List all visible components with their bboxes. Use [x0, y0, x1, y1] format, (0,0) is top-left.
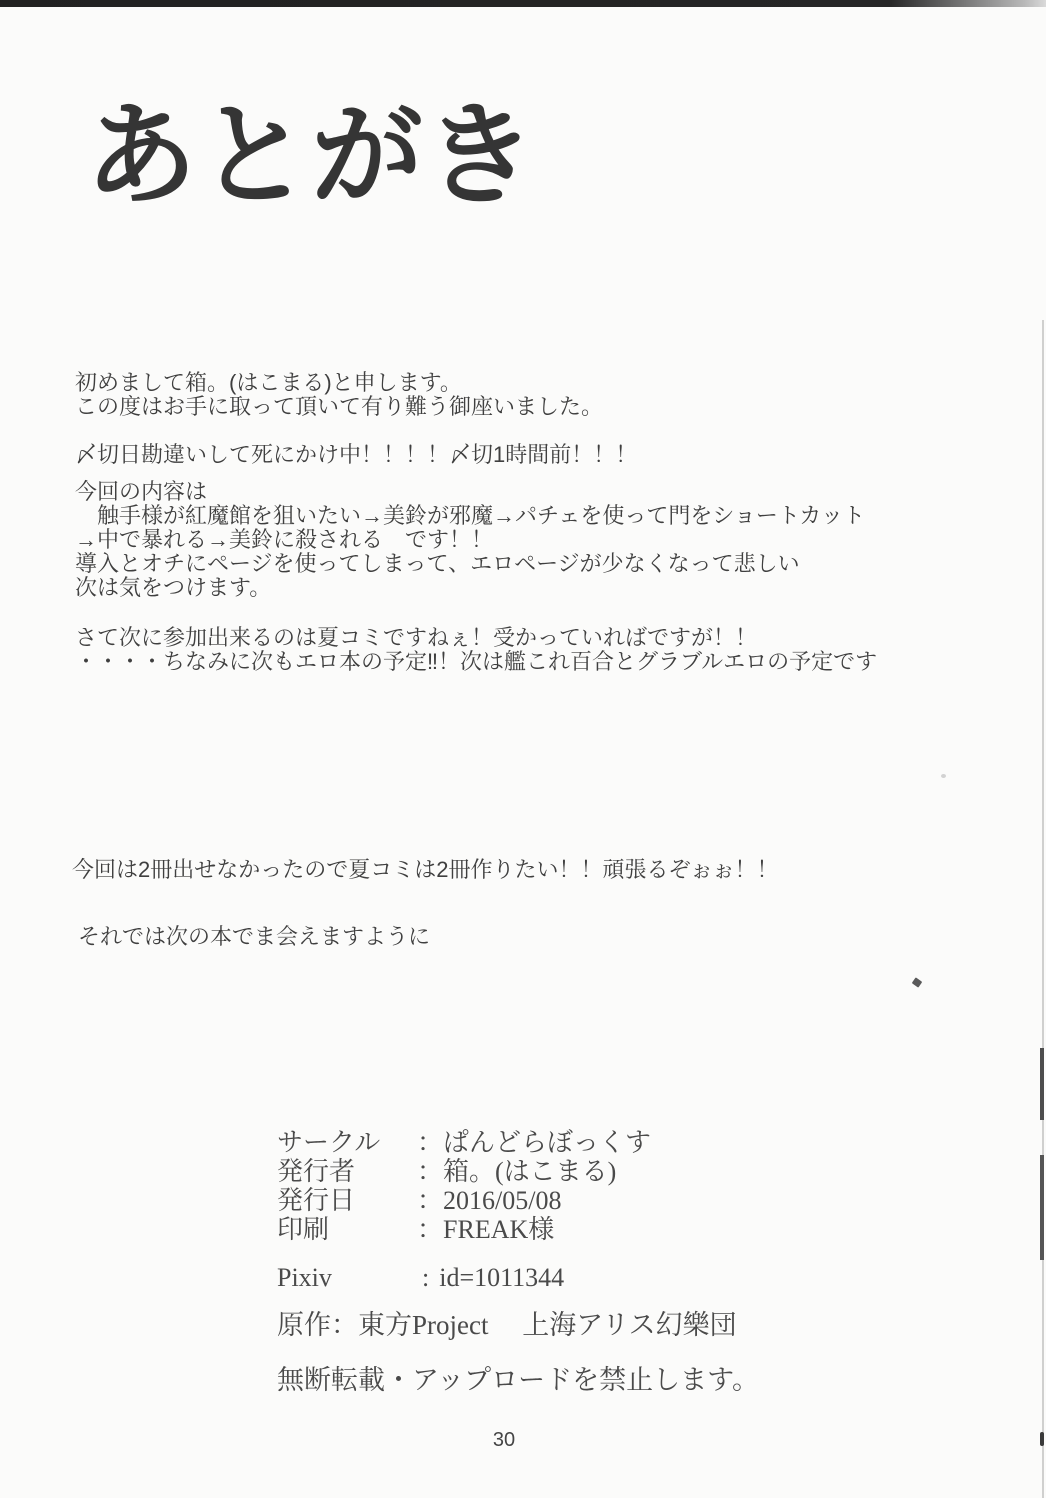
pixiv-separator: :	[422, 1263, 430, 1292]
next-event-line: さて次に参加出来るのは夏コミですねぇ！受かっていればですが！！	[75, 625, 758, 650]
content-summary-paragraph	[75, 480, 865, 600]
closing-paragraph	[78, 925, 430, 949]
colophon-value: 箱。(はこまる)	[443, 1157, 617, 1186]
scan-edge-right-blob	[1040, 1432, 1044, 1446]
scan-edge-top	[0, 0, 1046, 7]
colophon-separator: ：	[417, 1215, 444, 1244]
colophon-label: 発行者	[277, 1157, 356, 1186]
scan-edge-right	[1042, 320, 1044, 1498]
content-line: 導入とオチにページを使ってしまって、エロページが少なくなって悲しい	[75, 551, 800, 576]
page-number: 30	[492, 1429, 516, 1451]
colophon-value: FREAK様	[443, 1215, 555, 1244]
colophon-value: ぱんどらぼっくす	[443, 1128, 652, 1157]
resolution-paragraph	[72, 858, 778, 882]
colophon-label: 発行日	[277, 1186, 356, 1215]
colophon-separator: ：	[417, 1157, 444, 1186]
pixiv-label: Pixiv	[277, 1263, 332, 1292]
pixiv-id-value: id=1011344	[439, 1263, 565, 1292]
page-title: あとがき	[85, 93, 537, 218]
scan-edge-right-dark-segment	[1040, 1155, 1044, 1260]
content-line: 次は気をつけます。	[75, 575, 272, 600]
scan-speck	[912, 977, 923, 987]
colophon-separator: ：	[417, 1128, 444, 1157]
scan-edge-right-dark-segment	[1040, 1048, 1044, 1120]
content-line: 今回の内容は	[75, 479, 208, 504]
greeting-line: 初めまして箱。(はこまる)と申します。	[75, 370, 462, 395]
colophon-row-publish-date	[277, 1186, 651, 1215]
resolution-line: 今回は2冊出せなかったので夏コミは2冊作りたい！！頑張るぞぉぉ！！	[72, 857, 779, 882]
content-line: 触手様が紅魔館を狙いたい→美鈴が邪魔→パチェを使って門をショートカット	[75, 503, 866, 528]
next-event-paragraph	[75, 626, 877, 674]
original-work-credit: 原作：東方Project 上海アリス幻樂団	[277, 1310, 737, 1340]
next-event-line: ・・・・ちなみに次もエロ本の予定‼！次は艦これ百合とグラブルエロの予定です	[75, 649, 878, 674]
copyright-notice: 無断転載・アップロードを禁止します。	[277, 1365, 759, 1395]
greeting-paragraph	[75, 371, 603, 419]
colophon-label: 印刷	[277, 1215, 330, 1244]
content-line: →中で暴れる→美鈴に殺される です！！	[75, 527, 494, 552]
greeting-line: この度はお手に取って頂いて有り難う御座いました。	[75, 394, 604, 419]
colophon-value: 2016/05/08	[443, 1186, 562, 1215]
colophon-row-circle	[277, 1128, 651, 1157]
colophon-separator: ：	[417, 1186, 444, 1215]
colophon-row-publisher	[277, 1157, 651, 1186]
closing-line: それでは次の本でま会えますように	[78, 924, 431, 949]
colophon-row-pixiv	[277, 1263, 564, 1293]
colophon-label: サークル	[277, 1128, 381, 1157]
scan-speck	[941, 774, 946, 778]
deadline-line: 〆切日勘違いして死にかけ中！！！！〆切1時間前！！！	[75, 442, 638, 467]
colophon-table	[277, 1128, 651, 1244]
colophon-row-printer	[277, 1215, 651, 1244]
deadline-paragraph	[75, 443, 637, 467]
